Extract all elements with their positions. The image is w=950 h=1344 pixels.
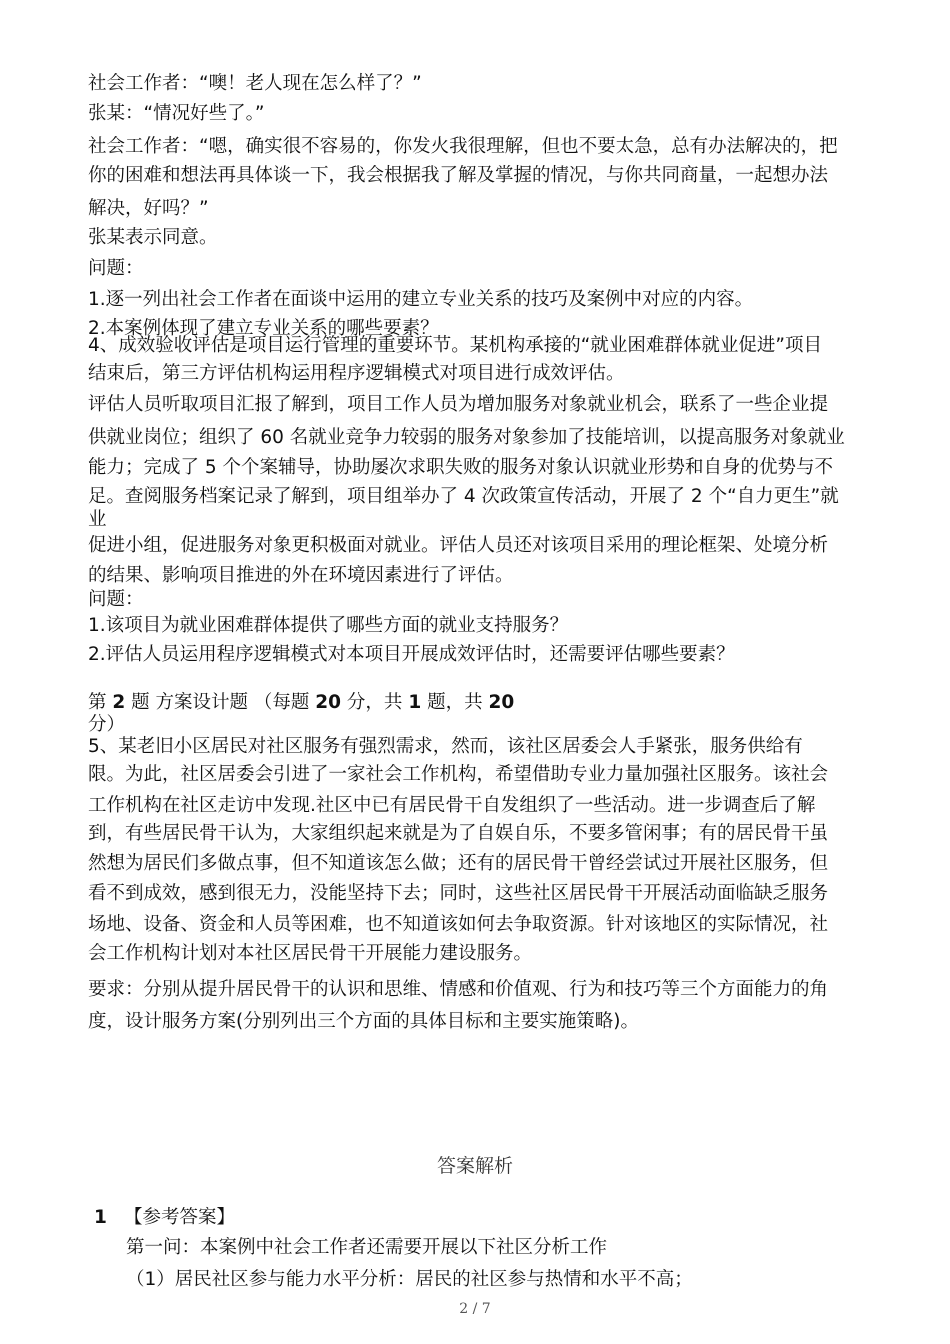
text-line: 然想为居民们多做点事，但不知道该怎么做；还有的居民骨干曾经尝试过开展社区服务，但 (88, 853, 829, 874)
text-line: 供就业岗位；组织了 60 名就业竞争力较弱的服务对象参加了技能培训，以提高服务对象就业 (88, 427, 845, 448)
text-line: 要求：分别从提升居民骨干的认识和思维、情感和价值观、行为和技巧等三个方面能力的角 (88, 979, 829, 1000)
text-line: 度，设计服务方案(分别列出三个方面的具体目标和主要实施策略)。 (88, 1011, 639, 1032)
text-line: 2.评估人员运用程序逻辑模式对本项目开展成效评估时，还需要评估哪些要素？ (88, 644, 735, 665)
text-line: 评估人员听取项目汇报了解到，项目工作人员为增加服务对象就业机会，联系了一些企业提 (88, 394, 829, 415)
text-line: 社会工作者：“噢！老人现在怎么样了？” (88, 73, 422, 94)
answer-item-1: （1）居民社区参与能力水平分析：居民的社区参与热情和水平不高； (126, 1269, 693, 1290)
text-line: 足。查阅服务档案记录了解到，项目组举办了 4 次政策宣传活动，开展了 2 个“自力更生”就 (88, 486, 839, 507)
text-line: 促进小组，促进服务对象更积极面对就业。评估人员还对该项目采用的理论框架、处境分析 (88, 535, 829, 556)
text-line: 限。为此，社区居委会引进了一家社会工作机构，希望借助专业力量加强社区服务。该社会 (88, 764, 829, 785)
text-line: 问题： (88, 589, 144, 610)
text-line: 的结果、影响项目推进的外在环境因素进行了评估。 (88, 565, 514, 586)
page-indicator: 2 / 7 (459, 1301, 491, 1317)
reference-answer-label: 【参考答案】 (124, 1207, 236, 1228)
text-line: 场地、设备、资金和人员等困难，也不知道该如何去争取资源。针对该地区的实际情况，社 (88, 914, 829, 935)
text-line: 会工作机构计划对本社区居民骨干开展能力建设服务。 (88, 943, 533, 964)
text-line: 5、某老旧小区居民对社区服务有强烈需求，然而，该社区居委会人手紧张，服务供给有 (88, 736, 803, 757)
text-line: 你的困难和想法再具体谈一下，我会根据我了解及掌握的情况，与你共同商量，一起想办法 (88, 165, 829, 186)
text-line: 问题： (88, 258, 144, 279)
text-line: 2.本案例体现了建立专业关系的哪些要素？ (88, 318, 439, 339)
text-line: 张某表示同意。 (88, 227, 218, 248)
text-line: 社会工作者：“嗯，确实很不容易的，你发火我很理解，但也不要太急，总有办法解决的，把 (88, 136, 838, 157)
section-2-heading-cont: 分） (88, 714, 126, 735)
section-2-heading: 第 2 题 方案设计题 （每题 20 分，共 1 题，共 20 (88, 692, 515, 713)
text-line: 1.逐一列出社会工作者在面谈中运用的建立专业关系的技巧及案例中对应的内容。 (88, 289, 754, 310)
text-line: 到，有些居民骨干认为，大家组织起来就是为了自娱自乐，不要多管闲事；有的居民骨干虽 (88, 823, 829, 844)
text-line: 能力；完成了 5 个个案辅导，协助屡次求职失败的服务对象认识就业形势和自身的优势与不 (88, 457, 834, 478)
text-line: 业 (88, 509, 107, 530)
answer-number: 1 (94, 1207, 107, 1228)
text-line: 看不到成效，感到很无力，没能坚持下去；同时，这些社区居民骨干开展活动面临缺乏服务 (88, 883, 829, 904)
text-line: 工作机构在社区走访中发现.社区中已有居民骨干自发组织了一些活动。进一步调查后了解 (88, 795, 816, 816)
text-line: 结束后，第三方评估机构运用程序逻辑模式对项目进行成效评估。 (88, 363, 625, 384)
answer-title: 答案解析 (436, 1155, 513, 1177)
text-line: 1.该项目为就业困难群体提供了哪些方面的就业支持服务？ (88, 615, 569, 636)
text-line: 4、成效验收评估是项目运行管理的重要环节。某机构承接的“就业困难群体就业促进”项目 (88, 335, 822, 356)
text-line: 解决，好吗？” (88, 198, 209, 219)
text-line: 张某：“情况好些了。” (88, 103, 265, 124)
answer-q1: 第一问：本案例中社会工作者还需要开展以下社区分析工作 (126, 1237, 608, 1258)
